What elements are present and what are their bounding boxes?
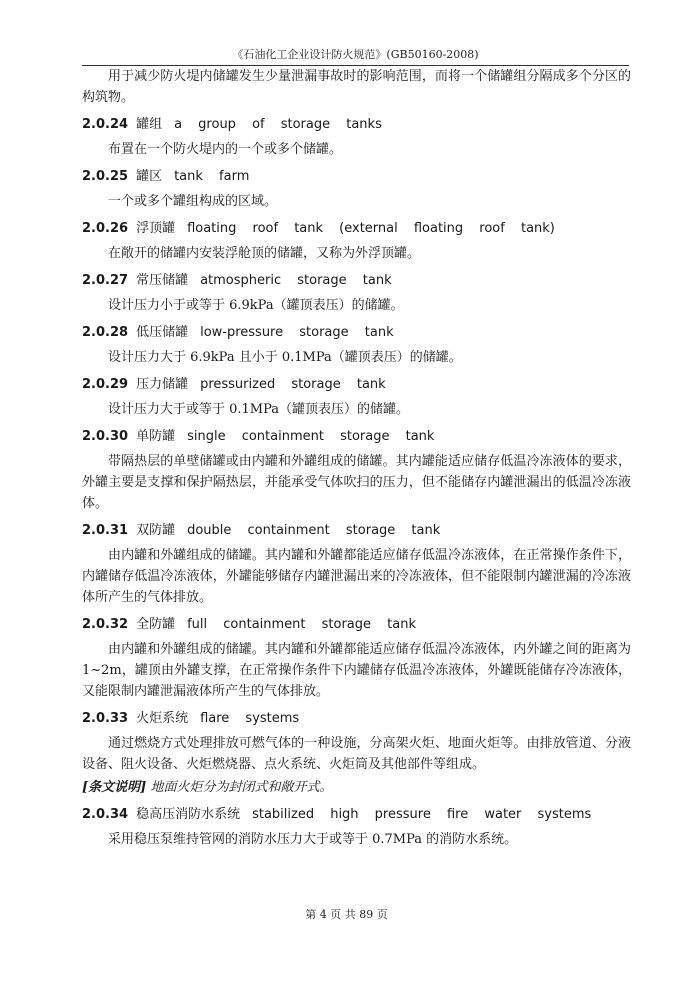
term-definition: 在敞开的储罐内安装浮舱顶的储罐，又称为外浮顶罐。 xyxy=(108,246,421,261)
term-english: tank farm xyxy=(174,169,250,184)
clause-explanation-note xyxy=(82,777,631,798)
clause-number: 2.0.27 xyxy=(82,273,129,288)
term-chinese: 低压储罐 xyxy=(136,325,189,340)
term-definition: 布置在一个防火堤内的一个或多个储罐。 xyxy=(108,142,343,157)
intro-paragraph: 用于减少防火堤内储罐发生少量泄漏事故时的影响范围，而将一个储罐组分隔成多个分区的构筑物。 xyxy=(82,69,631,105)
term-heading xyxy=(82,374,631,395)
term-heading xyxy=(82,708,631,729)
clause-number: 2.0.32 xyxy=(82,617,129,632)
term-english: flare systems xyxy=(200,711,300,726)
term-english: a group of storage tanks xyxy=(174,117,382,132)
clause-number: 2.0.30 xyxy=(82,429,129,444)
term-heading xyxy=(82,322,631,343)
term-english: pressurized storage tank xyxy=(200,377,386,392)
term-chinese: 稳高压消防水系统 xyxy=(136,807,241,822)
term-english: double containment storage tank xyxy=(187,523,441,538)
term-definition: 设计压力大于或等于 0.1MPa（罐顶表压）的储罐。 xyxy=(108,402,410,417)
term-definition: 带隔热层的单壁储罐或由内罐和外罐组成的储罐。其内罐能适应储存低温冷冻液体的要求，外罐主要是支撑和保护隔热层，并能承受气体吹扫的压力，但不能储存内罐泄漏出的低温冷冻液体。 xyxy=(82,454,631,511)
clause-number: 2.0.31 xyxy=(82,523,129,538)
term-heading xyxy=(82,614,631,635)
page-header: 《石油化工企业设计防火规范》(GB50160-2008) xyxy=(82,46,629,66)
term-english: atmospheric storage tank xyxy=(200,273,392,288)
term-chinese: 罐组 xyxy=(136,117,163,132)
term-chinese: 浮顶罐 xyxy=(136,221,176,236)
term-english: floating roof tank (external floating roof tank) xyxy=(187,221,555,236)
note-tag: [条文说明] xyxy=(82,780,147,795)
term-chinese: 双防罐 xyxy=(136,523,176,538)
term-chinese: 单防罐 xyxy=(136,429,176,444)
term-heading xyxy=(82,426,631,447)
term-definition: 通过燃烧方式处理排放可燃气体的一种设施，分高架火炬、地面火炬等。由排放管道、分液设备、阻火设备、火炬燃烧器、点火系统、火炬筒及其他部件等组成。 xyxy=(82,736,631,772)
clause-number: 2.0.34 xyxy=(82,807,129,822)
term-english: full containment storage tank xyxy=(187,617,416,632)
term-heading xyxy=(82,114,631,135)
clause-number: 2.0.33 xyxy=(82,711,129,726)
term-definition: 采用稳压泵维持管网的消防水压力大于或等于 0.7MPa 的消防水系统。 xyxy=(108,832,518,847)
term-definition: 由内罐和外罐组成的储罐。其内罐和外罐都能适应储存低温冷冻液体，在正常操作条件下，内罐储存低温冷冻液体，外罐能够储存内罐泄漏出来的冷冻液体，但不能限制内罐泄漏的冷冻液体所产生的气体排放。 xyxy=(82,548,631,605)
term-chinese: 罐区 xyxy=(136,169,163,184)
page-content xyxy=(82,66,631,850)
term-chinese: 全防罐 xyxy=(136,617,176,632)
clause-number: 2.0.26 xyxy=(82,221,129,236)
term-definition: 设计压力小于或等于 6.9kPa（罐顶表压）的储罐。 xyxy=(108,298,404,313)
term-english: single containment storage tank xyxy=(187,429,435,444)
term-definition: 由内罐和外罐组成的储罐。其内罐和外罐都能适应储存低温冷冻液体，内外罐之间的距离为 1~2m，罐顶由外罐支撑，在正常操作条件下内罐储存低温冷冻液体，外罐既能储存冷冻液体，又能限制内罐泄漏液体所产生的气体排放。 xyxy=(82,642,631,699)
term-heading xyxy=(82,166,631,187)
term-entries xyxy=(82,114,631,850)
term-chinese: 火炬系统 xyxy=(136,711,189,726)
term-definition: 设计压力大于 6.9kPa 且小于 0.1MPa（罐顶表压）的储罐。 xyxy=(108,350,462,365)
term-heading xyxy=(82,270,631,291)
term-chinese: 常压储罐 xyxy=(136,273,189,288)
term-heading xyxy=(82,520,631,541)
term-english: low-pressure storage tank xyxy=(200,325,394,340)
term-chinese: 压力储罐 xyxy=(136,377,189,392)
clause-number: 2.0.25 xyxy=(82,169,129,184)
clause-number: 2.0.29 xyxy=(82,377,129,392)
term-heading xyxy=(82,804,631,825)
clause-number: 2.0.28 xyxy=(82,325,129,340)
note-text: 地面火炬分为封闭式和敞开式。 xyxy=(150,780,333,795)
page-footer: 第 4 页 共 89 页 xyxy=(305,908,388,921)
clause-number: 2.0.24 xyxy=(82,117,129,132)
term-heading xyxy=(82,218,631,239)
term-english: stabilized high pressure fire water systems xyxy=(252,807,592,822)
term-definition: 一个或多个罐组构成的区域。 xyxy=(108,194,278,209)
